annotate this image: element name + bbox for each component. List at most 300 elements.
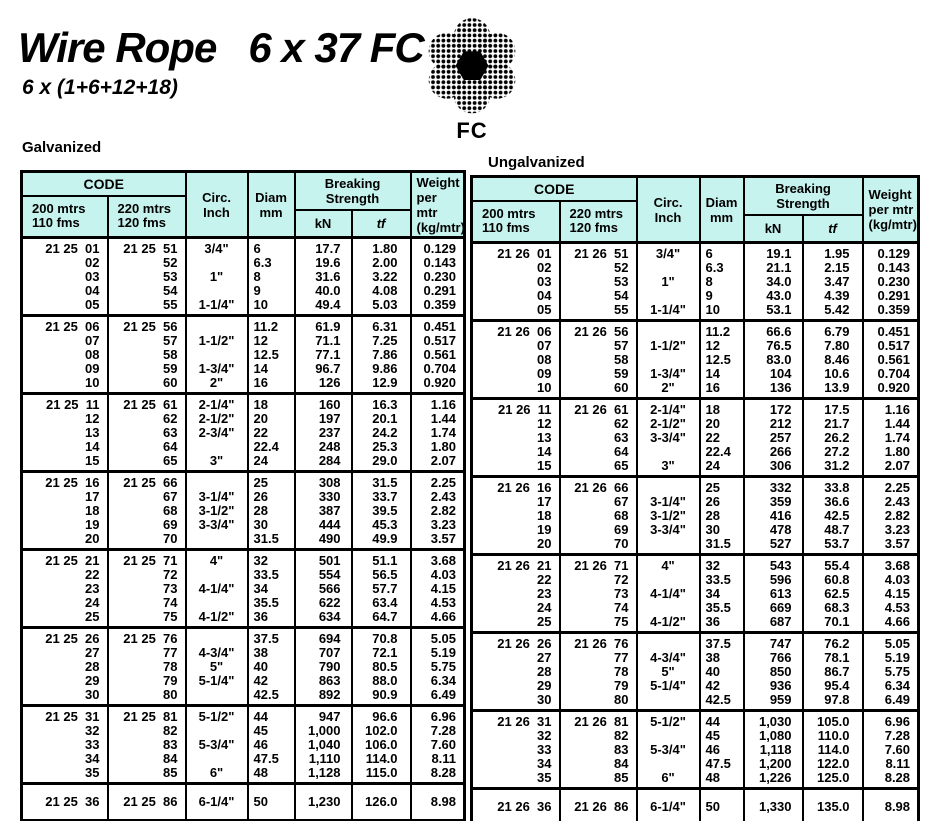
cell-weight: 0.359 (411, 298, 465, 316)
cell-circ-inch (637, 321, 700, 340)
tf-header: tf (803, 215, 863, 243)
code-220-line2: 120 fms (117, 215, 166, 231)
cell-tf: 88.0 (352, 674, 411, 688)
cell-circ-inch (637, 757, 700, 771)
cell-kn: 1,080 (744, 729, 803, 743)
cell-diam-mm: 16 (700, 381, 744, 399)
cell-code-200: 02 (472, 261, 560, 275)
cell-code-220: 52 (560, 261, 637, 275)
cell-code-220: 85 (108, 766, 186, 784)
table-row (22, 784, 465, 821)
cell-circ-inch: 5" (637, 665, 700, 679)
cell-weight: 1.44 (863, 417, 919, 431)
cell-circ-inch: 5" (186, 660, 248, 674)
cell-code-200: 21 25 26 (22, 628, 108, 647)
circ-header (186, 172, 248, 238)
table-row (22, 766, 465, 784)
cell-kn: 308 (295, 472, 352, 491)
cell-kn: 1,230 (295, 784, 352, 821)
cell-kn: 863 (295, 674, 352, 688)
cell-weight: 4.66 (411, 610, 465, 628)
cell-kn: 527 (744, 537, 803, 555)
table-row (472, 523, 919, 537)
cell-code-200: 21 25 06 (22, 316, 108, 335)
cell-weight: 1.74 (863, 431, 919, 445)
cell-weight: 6.96 (863, 711, 919, 730)
cell-tf: 24.2 (352, 426, 411, 440)
cell-code-200: 17 (472, 495, 560, 509)
cell-circ-inch: 4" (186, 550, 248, 569)
table-row (22, 504, 465, 518)
cell-diam-mm: 46 (700, 743, 744, 757)
cell-diam-mm: 34 (248, 582, 295, 596)
cell-diam-mm: 6 (700, 243, 744, 262)
cell-weight: 8.11 (411, 752, 465, 766)
cell-code-220: 54 (560, 289, 637, 303)
cell-code-200: 19 (22, 518, 108, 532)
cell-weight: 0.920 (411, 376, 465, 394)
cell-tf: 4.08 (352, 284, 411, 298)
cell-tf: 1.80 (352, 238, 411, 257)
cell-code-200: 32 (22, 724, 108, 738)
cell-code-220: 78 (560, 665, 637, 679)
cell-code-200: 22 (22, 568, 108, 582)
cell-circ-inch: 1-1/4" (186, 298, 248, 316)
cell-code-220: 55 (108, 298, 186, 316)
cell-code-220: 75 (560, 615, 637, 633)
cell-kn: 850 (744, 665, 803, 679)
cell-kn: 17.7 (295, 238, 352, 257)
table-row (22, 238, 465, 257)
cell-code-200: 18 (22, 504, 108, 518)
cell-kn: 71.1 (295, 334, 352, 348)
breaking-strength-header (295, 172, 411, 210)
cell-diam-mm: 40 (248, 660, 295, 674)
cell-diam-mm: 35.5 (248, 596, 295, 610)
cell-circ-inch: 1-1/4" (637, 303, 700, 321)
cell-circ-inch: 3-1/4" (186, 490, 248, 504)
cell-diam-mm: 24 (700, 459, 744, 477)
cell-code-200: 13 (472, 431, 560, 445)
cell-weight: 3.68 (863, 555, 919, 574)
cell-weight: 0.451 (863, 321, 919, 340)
table-row (472, 367, 919, 381)
cell-diam-mm: 10 (248, 298, 295, 316)
cell-code-200: 09 (22, 362, 108, 376)
cell-code-200: 25 (22, 610, 108, 628)
cell-tf: 63.4 (352, 596, 411, 610)
cell-kn: 160 (295, 394, 352, 413)
cell-tf: 72.1 (352, 646, 411, 660)
code-220-header (108, 196, 186, 238)
table-header (22, 172, 465, 238)
cell-circ-inch: 1-3/4" (186, 362, 248, 376)
weight-header (863, 177, 919, 243)
table-row (472, 399, 919, 418)
cell-code-200: 10 (472, 381, 560, 399)
cell-circ-inch (637, 729, 700, 743)
size-group (22, 472, 465, 550)
cell-kn: 359 (744, 495, 803, 509)
cell-tf: 4.39 (803, 289, 863, 303)
cell-weight: 2.82 (863, 509, 919, 523)
cell-circ-inch (186, 256, 248, 270)
cell-kn: 444 (295, 518, 352, 532)
cell-circ-inch: 4-3/4" (186, 646, 248, 660)
cell-weight: 6.96 (411, 706, 465, 725)
cell-code-200: 21 26 36 (472, 789, 560, 821)
cell-kn: 83.0 (744, 353, 803, 367)
cell-kn: 61.9 (295, 316, 352, 335)
cell-tf: 5.42 (803, 303, 863, 321)
breaking-strength-header (744, 177, 863, 215)
cell-diam-mm: 12 (248, 334, 295, 348)
cell-code-220: 84 (108, 752, 186, 766)
cell-diam-mm: 36 (700, 615, 744, 633)
cell-weight: 8.11 (863, 757, 919, 771)
cell-diam-mm: 42.5 (248, 688, 295, 706)
cell-code-220: 68 (108, 504, 186, 518)
cell-circ-inch (637, 693, 700, 711)
size-group (22, 316, 465, 394)
cell-code-200: 14 (472, 445, 560, 459)
cell-code-220: 59 (108, 362, 186, 376)
code-200-line1: 200 mtrs (32, 201, 86, 217)
cell-tf: 51.1 (352, 550, 411, 569)
cell-weight: 0.143 (863, 261, 919, 275)
circ-header-line2: Inch (203, 204, 230, 220)
cell-code-220: 21 25 71 (108, 550, 186, 569)
cell-kn: 613 (744, 587, 803, 601)
size-group (472, 243, 919, 321)
cell-tf: 5.03 (352, 298, 411, 316)
cell-diam-mm: 12.5 (700, 353, 744, 367)
cell-tf: 16.3 (352, 394, 411, 413)
cell-code-200: 17 (22, 490, 108, 504)
cell-weight: 6.49 (863, 693, 919, 711)
cell-code-200: 20 (22, 532, 108, 550)
cell-weight: 3.23 (411, 518, 465, 532)
cell-circ-inch: 2" (637, 381, 700, 399)
cell-code-220: 58 (108, 348, 186, 362)
cell-code-200: 24 (472, 601, 560, 615)
cell-tf: 48.7 (803, 523, 863, 537)
cell-tf: 33.7 (352, 490, 411, 504)
table-row (22, 376, 465, 394)
cell-code-220: 79 (108, 674, 186, 688)
code-220-line1: 220 mtrs (569, 206, 623, 222)
table-row (472, 573, 919, 587)
cell-weight: 0.291 (411, 284, 465, 298)
cell-code-220: 53 (108, 270, 186, 284)
cell-kn: 490 (295, 532, 352, 550)
cell-diam-mm: 18 (700, 399, 744, 418)
cell-diam-mm: 26 (700, 495, 744, 509)
cell-code-200: 08 (22, 348, 108, 362)
cell-diam-mm: 11.2 (248, 316, 295, 335)
table-row (472, 477, 919, 496)
cell-code-220: 59 (560, 367, 637, 381)
cell-code-200: 13 (22, 426, 108, 440)
cell-tf: 8.46 (803, 353, 863, 367)
cell-diam-mm: 22.4 (248, 440, 295, 454)
kn-header: kN (295, 210, 352, 238)
table-row (22, 490, 465, 504)
cell-code-220: 21 26 56 (560, 321, 637, 340)
cell-circ-inch: 1-1/2" (637, 339, 700, 353)
cell-circ-inch: 6" (186, 766, 248, 784)
ungalvanized-spec-table (470, 175, 920, 821)
circ-header (637, 177, 700, 243)
size-group (472, 399, 919, 477)
cell-weight: 4.03 (863, 573, 919, 587)
cell-tf: 7.86 (352, 348, 411, 362)
cell-tf: 7.80 (803, 339, 863, 353)
cell-tf: 39.5 (352, 504, 411, 518)
cell-diam-mm: 34 (700, 587, 744, 601)
cell-diam-mm: 42 (248, 674, 295, 688)
cell-tf: 31.2 (803, 459, 863, 477)
table-row (22, 596, 465, 610)
table-row (22, 610, 465, 628)
cell-kn: 543 (744, 555, 803, 574)
cell-code-200: 29 (472, 679, 560, 693)
cell-diam-mm: 28 (700, 509, 744, 523)
cell-weight: 3.57 (863, 537, 919, 555)
cell-diam-mm: 42.5 (700, 693, 744, 711)
cell-diam-mm: 37.5 (248, 628, 295, 647)
cell-diam-mm: 50 (248, 784, 295, 821)
cell-diam-mm: 12 (700, 339, 744, 353)
cell-diam-mm: 30 (700, 523, 744, 537)
cell-weight: 8.28 (863, 771, 919, 789)
tf-header: tf (352, 210, 411, 238)
table-row (472, 445, 919, 459)
cell-kn: 566 (295, 582, 352, 596)
cell-code-220: 65 (560, 459, 637, 477)
cell-weight: 4.66 (863, 615, 919, 633)
cell-code-220: 84 (560, 757, 637, 771)
cell-weight: 5.75 (411, 660, 465, 674)
cell-kn: 1,000 (295, 724, 352, 738)
cell-weight: 2.25 (411, 472, 465, 491)
cell-kn: 936 (744, 679, 803, 693)
cell-diam-mm: 16 (248, 376, 295, 394)
cell-circ-inch: 3-1/2" (637, 509, 700, 523)
cell-code-220: 68 (560, 509, 637, 523)
cell-weight: 3.68 (411, 550, 465, 569)
cell-circ-inch (637, 289, 700, 303)
cell-code-220: 70 (560, 537, 637, 555)
table-row (22, 316, 465, 335)
cell-code-200: 12 (472, 417, 560, 431)
cell-weight: 2.82 (411, 504, 465, 518)
cell-code-200: 34 (472, 757, 560, 771)
cell-diam-mm: 32 (248, 550, 295, 569)
cell-circ-inch (186, 440, 248, 454)
cell-code-220: 73 (560, 587, 637, 601)
cell-code-220: 77 (560, 651, 637, 665)
cell-weight: 2.07 (863, 459, 919, 477)
cell-code-220: 83 (560, 743, 637, 757)
cell-tf: 53.7 (803, 537, 863, 555)
table-row (22, 412, 465, 426)
cell-tf: 17.5 (803, 399, 863, 418)
cell-kn: 34.0 (744, 275, 803, 289)
size-group (22, 628, 465, 706)
cell-code-220: 62 (560, 417, 637, 431)
size-group (22, 394, 465, 472)
table-row (472, 261, 919, 275)
cell-tf: 10.6 (803, 367, 863, 381)
cell-code-220: 53 (560, 275, 637, 289)
cell-code-200: 24 (22, 596, 108, 610)
cell-diam-mm: 22 (700, 431, 744, 445)
cell-circ-inch: 1-1/2" (186, 334, 248, 348)
table-row (22, 688, 465, 706)
weight-header (411, 172, 465, 238)
cell-circ-inch: 2" (186, 376, 248, 394)
cell-diam-mm: 45 (248, 724, 295, 738)
cell-code-220: 62 (108, 412, 186, 426)
cell-weight: 5.05 (411, 628, 465, 647)
cell-code-220: 64 (560, 445, 637, 459)
table-row (22, 628, 465, 647)
cell-code-220: 78 (108, 660, 186, 674)
cell-weight: 2.43 (411, 490, 465, 504)
cell-diam-mm: 31.5 (700, 537, 744, 555)
cell-diam-mm: 8 (248, 270, 295, 284)
table-row (22, 334, 465, 348)
cell-code-200: 30 (22, 688, 108, 706)
cell-code-200: 15 (472, 459, 560, 477)
cell-weight: 1.74 (411, 426, 465, 440)
cell-kn: 96.7 (295, 362, 352, 376)
code-220-line2: 120 fms (569, 220, 618, 236)
cell-circ-inch: 3-1/2" (186, 504, 248, 518)
weight-header-line2: per mtr (868, 202, 914, 217)
code-200-line1: 200 mtrs (482, 206, 536, 222)
cell-diam-mm: 42 (700, 679, 744, 693)
cell-circ-inch: 2-3/4" (186, 426, 248, 440)
cell-circ-inch: 4" (637, 555, 700, 574)
diam-header-line1: Diam (705, 194, 738, 210)
cell-weight: 0.451 (411, 316, 465, 335)
ungalvanized-table-label: Ungalvanized (488, 154, 585, 171)
page-title (18, 26, 424, 70)
table-row (22, 550, 465, 569)
cell-tf: 62.5 (803, 587, 863, 601)
cell-code-200: 08 (472, 353, 560, 367)
cell-circ-inch (186, 284, 248, 298)
size-group (472, 633, 919, 711)
table-row (472, 495, 919, 509)
table-row (472, 353, 919, 367)
page-title-construction: 6 x 37 FC (248, 24, 424, 71)
cell-code-200: 21 26 21 (472, 555, 560, 574)
size-group (22, 550, 465, 628)
cell-code-200: 33 (472, 743, 560, 757)
cell-tf: 70.8 (352, 628, 411, 647)
fiber-core-label: FC (456, 118, 488, 143)
cell-kn: 306 (744, 459, 803, 477)
table-row (472, 587, 919, 601)
cell-code-200: 21 25 01 (22, 238, 108, 257)
cell-kn: 19.6 (295, 256, 352, 270)
cell-kn: 43.0 (744, 289, 803, 303)
cell-kn: 40.0 (295, 284, 352, 298)
cell-circ-inch: 4-1/2" (637, 615, 700, 633)
cell-kn: 248 (295, 440, 352, 454)
cell-code-220: 21 25 76 (108, 628, 186, 647)
table-row (22, 660, 465, 674)
cell-tf: 122.0 (803, 757, 863, 771)
cell-tf: 31.5 (352, 472, 411, 491)
cell-kn: 501 (295, 550, 352, 569)
cell-code-220: 74 (560, 601, 637, 615)
cell-code-220: 82 (560, 729, 637, 743)
cell-tf: 135.0 (803, 789, 863, 821)
cell-code-200: 07 (472, 339, 560, 353)
cell-circ-inch (637, 477, 700, 496)
table-row (22, 532, 465, 550)
table-row (22, 706, 465, 725)
cell-tf: 125.0 (803, 771, 863, 789)
cell-circ-inch: 4-1/2" (186, 610, 248, 628)
table-row (472, 679, 919, 693)
cell-kn: 1,040 (295, 738, 352, 752)
cell-kn: 266 (744, 445, 803, 459)
cell-code-200: 15 (22, 454, 108, 472)
cell-kn: 1,128 (295, 766, 352, 784)
cell-circ-inch (637, 537, 700, 555)
cell-tf: 42.5 (803, 509, 863, 523)
cell-diam-mm: 6.3 (700, 261, 744, 275)
table-row (472, 693, 919, 711)
table-row (472, 771, 919, 789)
page-title-product: Wire Rope (18, 24, 217, 71)
weight-header-line3: (kg/mtr) (416, 219, 465, 235)
cell-tf: 49.9 (352, 532, 411, 550)
cell-diam-mm: 8 (700, 275, 744, 289)
cell-kn: 1,200 (744, 757, 803, 771)
cell-kn: 669 (744, 601, 803, 615)
size-group (22, 238, 465, 316)
cell-circ-inch: 1" (637, 275, 700, 289)
cell-diam-mm: 14 (248, 362, 295, 376)
cell-circ-inch (186, 596, 248, 610)
cell-kn: 687 (744, 615, 803, 633)
cell-diam-mm: 25 (700, 477, 744, 496)
table-row (22, 394, 465, 413)
cell-kn: 1,030 (744, 711, 803, 730)
cell-circ-inch: 6" (637, 771, 700, 789)
cell-code-200: 05 (472, 303, 560, 321)
cell-code-220: 21 26 66 (560, 477, 637, 496)
cell-tf: 76.2 (803, 633, 863, 652)
cell-diam-mm: 47.5 (248, 752, 295, 766)
cell-circ-inch: 3" (637, 459, 700, 477)
cell-code-200: 12 (22, 412, 108, 426)
cell-code-220: 21 25 56 (108, 316, 186, 335)
cell-code-220: 67 (108, 490, 186, 504)
cell-circ-inch: 6-1/4" (637, 789, 700, 821)
weight-header-line1: Weight (868, 187, 912, 202)
cell-code-220: 72 (108, 568, 186, 582)
cell-diam-mm: 6.3 (248, 256, 295, 270)
cell-tf: 105.0 (803, 711, 863, 730)
cell-code-200: 27 (472, 651, 560, 665)
